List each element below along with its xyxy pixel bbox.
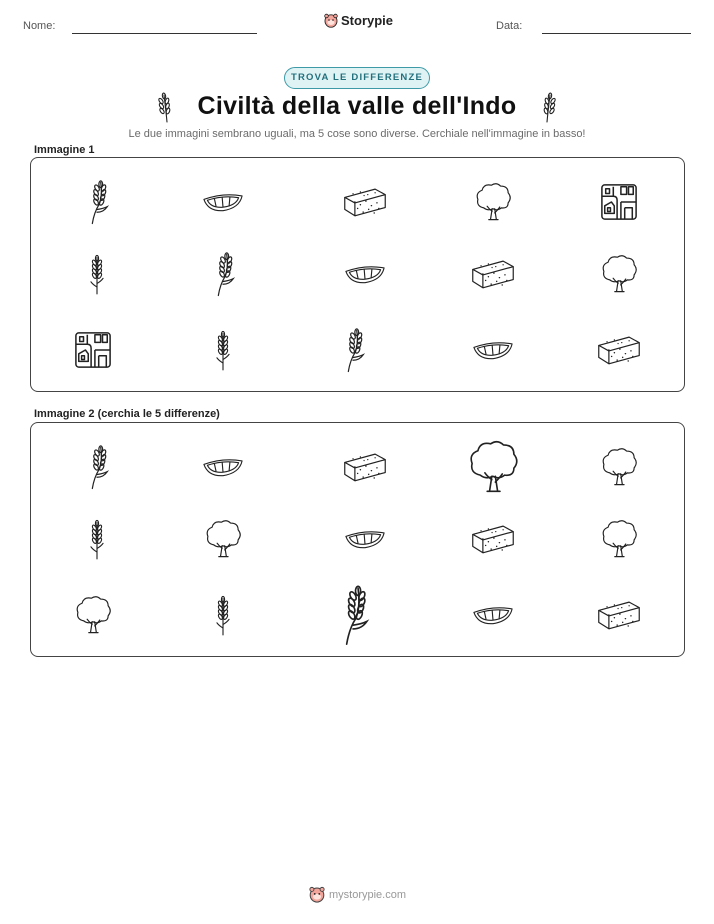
- panel-1-label: Immagine 1: [34, 144, 95, 156]
- footer: [309, 886, 406, 903]
- wheat-icon: [538, 91, 558, 123]
- cotton-tree-icon[interactable]: [598, 252, 640, 296]
- date-label: Data:: [496, 20, 523, 32]
- date-line[interactable]: [542, 33, 691, 34]
- boat-icon[interactable]: [341, 261, 389, 287]
- image-2-panel: [30, 422, 685, 657]
- cotton-tree-icon[interactable]: [72, 593, 114, 637]
- brick-icon[interactable]: [342, 451, 388, 483]
- brick-icon[interactable]: [596, 334, 642, 366]
- wheat-icon[interactable]: [334, 582, 372, 648]
- instructions: Le due immagini sembrano uguali, ma 5 cose sono diverse. Cerchiale nell'immagine in basso!: [128, 128, 586, 140]
- wheat-icon[interactable]: [84, 251, 110, 297]
- cotton-tree-icon[interactable]: [598, 445, 640, 489]
- cotton-tree-icon[interactable]: [472, 180, 514, 224]
- storypie-mascot-icon: [324, 13, 338, 28]
- boat-icon[interactable]: [469, 337, 517, 363]
- image-1-panel: [30, 157, 685, 392]
- wheat-icon[interactable]: [84, 516, 110, 562]
- page-title: Civiltà della valle dell'Indo: [197, 92, 517, 120]
- boat-icon[interactable]: [469, 602, 517, 628]
- brick-icon[interactable]: [342, 186, 388, 218]
- wheat-icon[interactable]: [210, 592, 236, 638]
- brick-icon[interactable]: [596, 599, 642, 631]
- brick-icon[interactable]: [470, 258, 516, 290]
- cotton-tree-icon[interactable]: [464, 436, 522, 498]
- storypie-mascot-icon: [309, 886, 325, 903]
- brand-name: Storypie: [341, 13, 394, 28]
- panel-2-label: Immagine 2 (cerchia le 5 differenze): [34, 408, 220, 420]
- wheat-icon[interactable]: [83, 443, 111, 491]
- wheat-icon[interactable]: [83, 178, 111, 226]
- city-icon[interactable]: [600, 183, 638, 221]
- boat-icon[interactable]: [199, 189, 247, 215]
- name-line[interactable]: [72, 33, 257, 34]
- name-label: Nome:: [23, 20, 56, 32]
- wheat-icon[interactable]: [209, 250, 237, 298]
- brick-icon[interactable]: [470, 523, 516, 555]
- footer-url[interactable]: mystorypie.com: [329, 888, 407, 901]
- boat-icon[interactable]: [341, 526, 389, 552]
- wheat-icon[interactable]: [339, 326, 367, 374]
- wheat-icon[interactable]: [210, 327, 236, 373]
- spot-the-difference-badge: TROVA LE DIFFERENZE: [284, 67, 430, 89]
- boat-icon[interactable]: [199, 454, 247, 480]
- city-icon[interactable]: [74, 331, 112, 369]
- brand-logo: [324, 13, 393, 28]
- cotton-tree-icon[interactable]: [202, 517, 244, 561]
- cotton-tree-icon[interactable]: [598, 517, 640, 561]
